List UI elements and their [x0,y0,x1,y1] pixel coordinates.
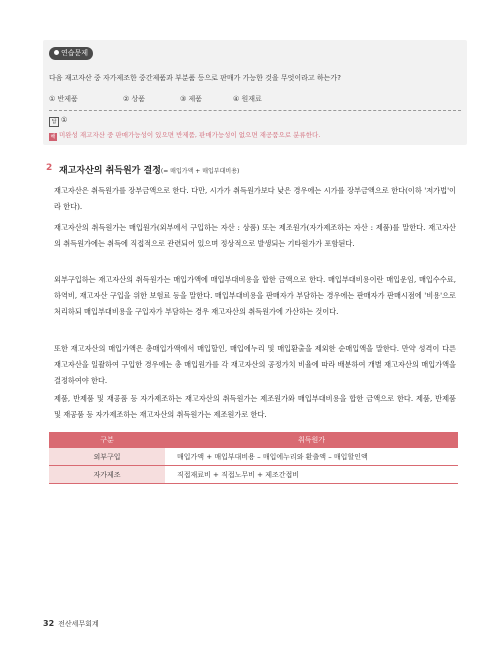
explanation-mark-icon: 해 [50,134,56,140]
section-number: 2 [46,163,53,173]
book-title: 전산세무회계 [58,620,99,628]
table-row [49,448,458,466]
table-cell-cost: 직접재료비 + 직접노무비 + 제조간접비 [165,466,458,484]
table-header-cost: 취득원가 [165,432,458,448]
answer-value: ① [61,116,68,124]
explanation-text: 미완성 재고자산 중 판매가능성이 있으면 반제품, 판매가능성이 없으면 재공품으로 분류한다. [59,131,321,139]
table-row [49,466,458,484]
table-cell-category: 자가제조 [49,466,165,484]
paragraph-2: 재고자산의 취득원가는 매입원가(외부에서 구입하는 자산 : 상품) 또는 제조원가(자가제조하는 자산 : 제품)를 말한다. 재고자산의 취득원가에는 취득에 직접적으로 관련되어 있으며 정상적으로 발생되는 기타원가가 포함된다. [54,223,456,248]
option-3: ③ 제품 [180,95,203,103]
table-cell-cost: 매입가액 + 매입부대비용 – 매입에누리와 환출액 – 매입할인액 [165,448,458,466]
table-header-row [49,432,458,448]
section-title: 재고자산의 취득원가 결정 [59,166,161,176]
answer-mark-icon: 답 [49,117,59,127]
table-header-category: 구분 [49,432,165,448]
paragraph-3: 외부구입하는 재고자산의 취득원가는 매입가액에 매입부대비용을 합한 금액으로 한다. 매입부대비용이란 매입운임, 매입수수료, 하역비, 재고자산 구입을 위한 보험료 등을 말한다. 매입부대비용을 판매자가 부담하는 경우에는 판매자가 판매시점에 '비용'으로 처리하되 매입부대비용을 구입자가 부담하는 경우 재고자산의 취득원가에 가산하는 것이다. [54,275,456,316]
paragraph-1: 재고자산은 취득원가를 장부금액으로 한다. 다만, 시가가 취득원가보다 낮은 경우에는 시가를 장부금액으로 한다(이하 '저가법'이라 한다). [54,186,456,211]
section-heading [59,163,239,176]
page-footer [43,619,99,629]
option-2: ② 상품 [123,95,146,103]
practice-tag [49,47,93,60]
divider [49,110,461,111]
paragraph-5: 제품, 반제품 및 재공품 등 자가제조하는 재고자산의 취득원가는 제조원가와 매입부대비용을 합한 금액으로 한다. 제품, 반제품 및 재공품 등 자가제조하는 재고자산의 취득원가는 제조원가로 한다. [54,394,456,419]
option-4: ④ 원재료 [233,95,262,103]
answer-line [49,116,67,127]
cost-table [49,432,458,484]
practice-tag-label: 연습문제 [61,49,89,57]
explanation-line [49,130,320,141]
practice-question: 다음 재고자산 중 자가제조한 중간제품과 부분품 등으로 판매가 가능한 것을 무엇이라고 하는가? [49,74,341,82]
table-cell-category: 외부구입 [49,448,165,466]
page-number: 32 [43,619,55,628]
section-subtitle: (= 매입가액 + 매입부대비용) [160,168,240,175]
paragraph-4: 또한 재고자산의 매입가액은 총매입가액에서 매입할인, 매입에누리 및 매입환출을 제외한 순매입액을 말한다. 만약 성격이 다른 재고자산을 일괄하여 구입한 경우에는 총 매입원가를 각 재고자산의 공정가치 비율에 따라 배분하여 개별 재고자산의 매입가액을 결정하여야 한다. [54,344,456,385]
option-1: ① 반제품 [49,95,78,103]
bullet-icon [54,50,59,55]
